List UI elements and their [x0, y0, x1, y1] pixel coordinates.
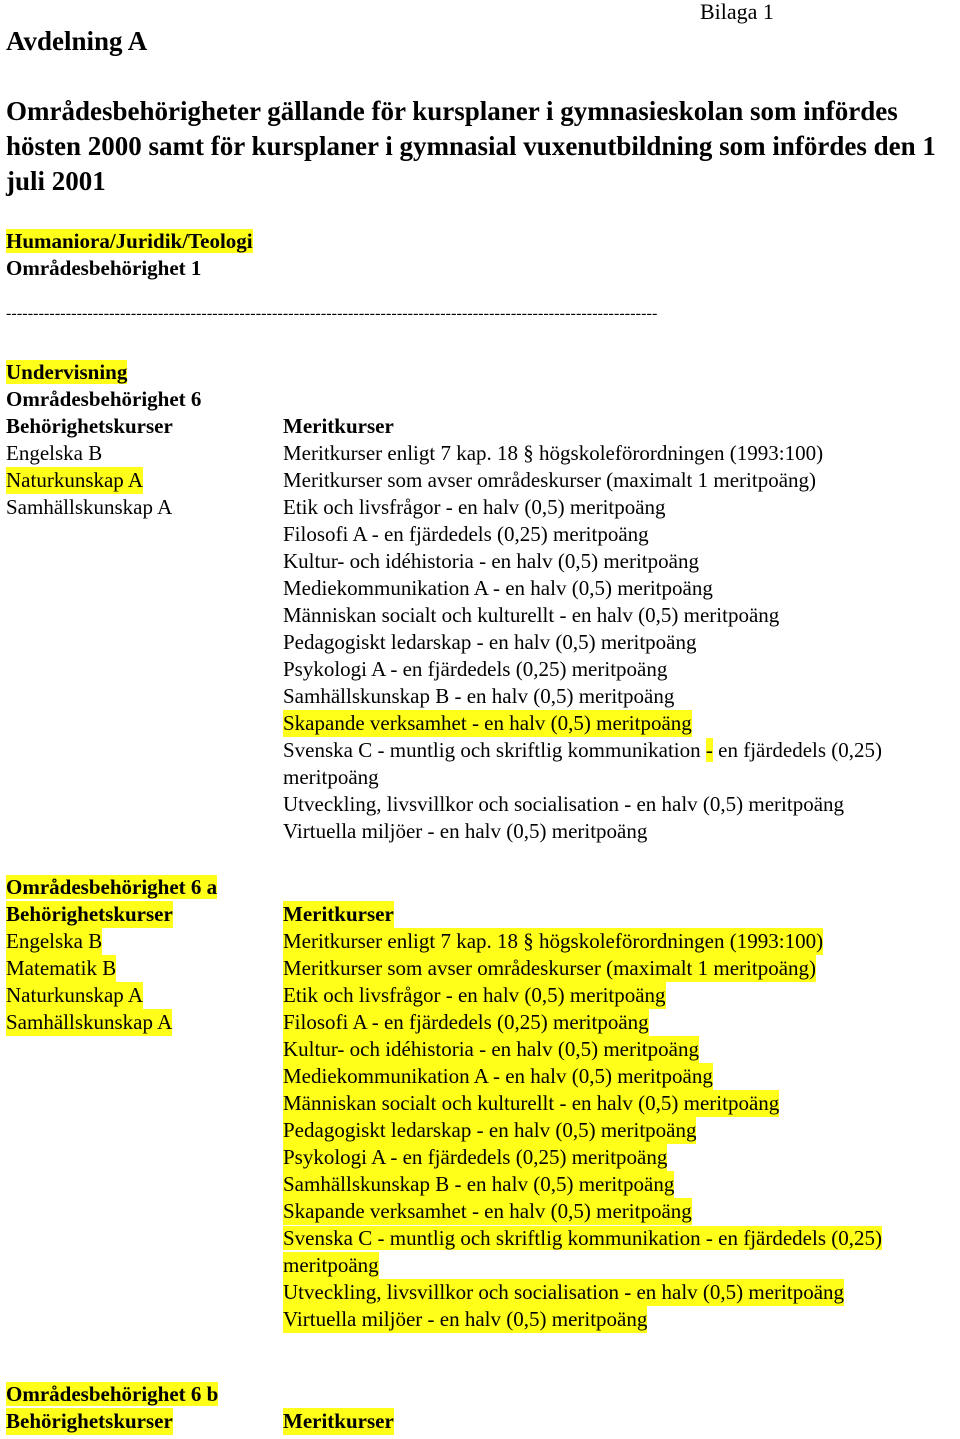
merit-course: Mediekommunikation A - en halv (0,5) meritpoäng: [283, 576, 713, 600]
requirement-course: Engelska B: [6, 929, 103, 953]
merit-course: meritpoäng: [283, 1253, 379, 1277]
merit-course: Samhällskunskap B - en halv (0,5) meritpoäng: [283, 1172, 675, 1196]
merit-course: Kultur- och idéhistoria - en halv (0,5) meritpoäng: [283, 549, 699, 573]
merit-course: [283, 737, 882, 764]
attachment-label: Bilaga 1: [700, 0, 774, 24]
section-undervisning: [6, 359, 883, 845]
merit-course: Meritkurser som avser områdeskurser (maximalt 1 meritpoäng): [283, 468, 817, 492]
section-subheading: Områdesbehörighet 6: [6, 387, 202, 411]
merit-course: Virtuella miljöer - en halv (0,5) meritpoäng: [283, 1307, 648, 1331]
merit-course: Mediekommunikation A - en halv (0,5) meritpoäng: [283, 1064, 713, 1088]
column-header-right: Meritkurser: [283, 902, 394, 926]
merit-course: Samhällskunskap B - en halv (0,5) meritpoäng: [283, 684, 675, 708]
group-omrade: Områdesbehörighet 1: [6, 256, 202, 280]
merit-course: Kultur- och idéhistoria - en halv (0,5) meritpoäng: [283, 1037, 699, 1061]
merit-course: Människan socialt och kulturellt - en halv (0,5) meritpoäng: [283, 603, 780, 627]
merit-course: Meritkurser enligt 7 kap. 18 § högskoleförordningen (1993:100): [283, 441, 824, 465]
merit-course: Filosofi A - en fjärdedels (0,25) meritpoäng: [283, 522, 649, 546]
merit-course: meritpoäng: [283, 765, 379, 789]
merit-course: [283, 1225, 882, 1252]
merit-course-part: en fjärdedels (0,25): [712, 738, 883, 762]
merit-course-part: Svenska C: [283, 1226, 373, 1250]
requirement-course: Samhällskunskap A: [6, 495, 173, 519]
requirement-course: Samhällskunskap A: [6, 1010, 173, 1034]
merit-course: Etik och livsfrågor - en halv (0,5) meritpoäng: [283, 495, 666, 519]
requirement-course: Naturkunskap A: [6, 468, 144, 492]
merit-course: Skapande verksamhet - en halv (0,5) meritpoäng: [283, 711, 692, 735]
section-omrade-6a: [6, 874, 882, 1333]
section-heading: Undervisning: [6, 360, 128, 384]
merit-course: Utveckling, livsvillkor och socialisation - en halv (0,5) meritpoäng: [283, 792, 845, 816]
column-header-left: Behörighetskurser: [6, 414, 173, 438]
requirement-course: Naturkunskap A: [6, 983, 144, 1007]
merit-course: Meritkurser som avser områdeskurser (maximalt 1 meritpoäng): [283, 956, 817, 980]
requirement-course: Matematik B: [6, 956, 117, 980]
group-heading-block: [6, 228, 253, 282]
column-header-right: Meritkurser: [283, 1409, 394, 1433]
merit-course: Människan socialt och kulturellt - en halv (0,5) meritpoäng: [283, 1091, 780, 1115]
document-title: Områdesbehörigheter gällande för kursplaner i gymnasieskolan som infördes hösten 2000 samt för kursplaner i gymnasial vuxenutbildning som infördes den 1 juli 2001: [6, 96, 936, 196]
column-header-left: Behörighetskurser: [6, 1409, 173, 1433]
merit-course: Psykologi A - en fjärdedels (0,25) meritpoäng: [283, 1145, 668, 1169]
section-heading: Områdesbehörighet 6 b: [6, 1382, 219, 1406]
merit-course: Utveckling, livsvillkor och socialisation - en halv (0,5) meritpoäng: [283, 1280, 845, 1304]
section-heading: Områdesbehörighet 6 a: [6, 875, 218, 899]
merit-course: Skapande verksamhet - en halv (0,5) meritpoäng: [283, 1199, 692, 1223]
merit-course-part: Svenska C - muntlig och skriftlig kommunikation: [283, 738, 701, 762]
merit-course-part: - muntlig och skriftlig kommunikation - en fjärdedels (0,25): [372, 1226, 882, 1250]
merit-course: Etik och livsfrågor - en halv (0,5) meritpoäng: [283, 983, 666, 1007]
merit-course: Filosofi A - en fjärdedels (0,25) meritpoäng: [283, 1010, 649, 1034]
separator-line: ------------------------------------------------------------------------------------------------------------------------: [6, 305, 658, 322]
merit-course-dash: -: [705, 738, 713, 762]
department-heading: Avdelning A: [6, 26, 148, 56]
column-header-left: Behörighetskurser: [6, 902, 173, 926]
merit-course: Pedagogiskt ledarskap - en halv (0,5) meritpoäng: [283, 1118, 697, 1142]
group-name: Humaniora/Juridik/Teologi: [6, 229, 253, 253]
column-header-right: Meritkurser: [283, 414, 394, 438]
merit-course: Pedagogiskt ledarskap - en halv (0,5) meritpoäng: [283, 630, 697, 654]
merit-course: Virtuella miljöer - en halv (0,5) meritpoäng: [283, 819, 648, 843]
section-omrade-6b: [6, 1381, 394, 1435]
merit-course: Meritkurser enligt 7 kap. 18 § högskoleförordningen (1993:100): [283, 929, 824, 953]
requirement-course: Engelska B: [6, 441, 103, 465]
merit-course: Psykologi A - en fjärdedels (0,25) meritpoäng: [283, 657, 668, 681]
